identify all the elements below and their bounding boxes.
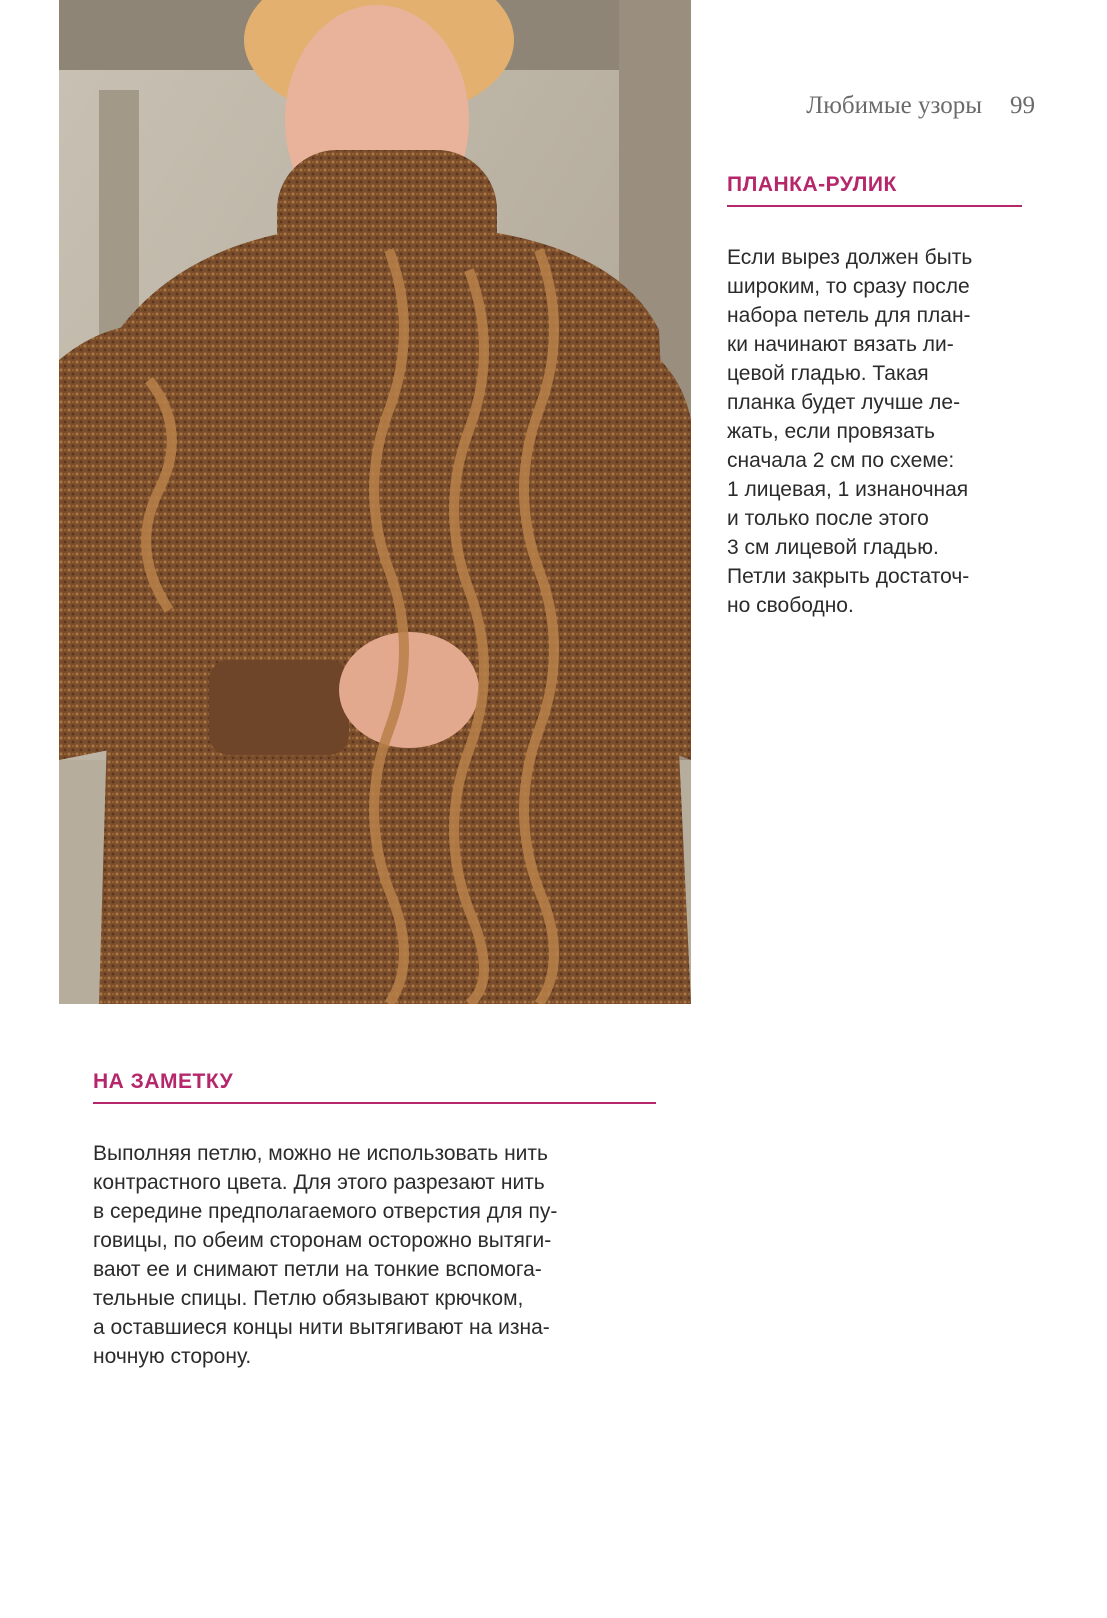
text-line: в середине предполагаемого отверстия для пу- <box>93 1200 558 1223</box>
text-line: а оставшиеся концы нити вытягивают на изна- <box>93 1316 550 1339</box>
running-head <box>806 92 1035 120</box>
sweater-photo <box>59 0 691 1004</box>
note-paragraph <box>93 1139 673 1371</box>
text-line: ночную сторону. <box>93 1345 252 1368</box>
text-line: Если вырез должен быть <box>727 246 973 269</box>
text-line: 1 лицевая, 1 изнаночная <box>727 478 969 501</box>
sidebar-paragraph <box>727 243 1027 620</box>
text-line: ки начинают вязать ли- <box>727 333 954 356</box>
note-heading: НА ЗАМЕТКУ <box>93 1070 656 1104</box>
text-line: планка будет лучше ле- <box>727 391 961 414</box>
text-line: 3 см лицевой гладью. <box>727 536 939 559</box>
text-line: сначала 2 см по схеме: <box>727 449 955 472</box>
text-line: Петли закрыть достаточ- <box>727 565 970 588</box>
text-line: тельные спицы. Петлю обязывают крючком, <box>93 1287 524 1310</box>
text-line: широким, то сразу после <box>727 275 970 298</box>
text-line: Выполняя петлю, можно не использовать нить <box>93 1142 548 1165</box>
text-line: вают ее и снимают петли на тонкие вспомога- <box>93 1258 542 1281</box>
section-title: Любимые узоры <box>806 92 982 119</box>
text-line: и только после этого <box>727 507 929 530</box>
text-line: набора петель для план- <box>727 304 971 327</box>
text-line: но свободно. <box>727 594 854 617</box>
sweater-photo-illustration <box>59 0 691 1004</box>
text-line: цевой гладью. Такая <box>727 362 929 385</box>
page-number: 99 <box>1010 92 1035 119</box>
text-line: говицы, по обеим сторонам осторожно вытяги- <box>93 1229 552 1252</box>
text-line: контрастного цвета. Для этого разрезают нить <box>93 1171 545 1194</box>
sidebar-heading: ПЛАНКА-РУЛИК <box>727 173 1022 207</box>
text-line: жать, если провязать <box>727 420 935 443</box>
